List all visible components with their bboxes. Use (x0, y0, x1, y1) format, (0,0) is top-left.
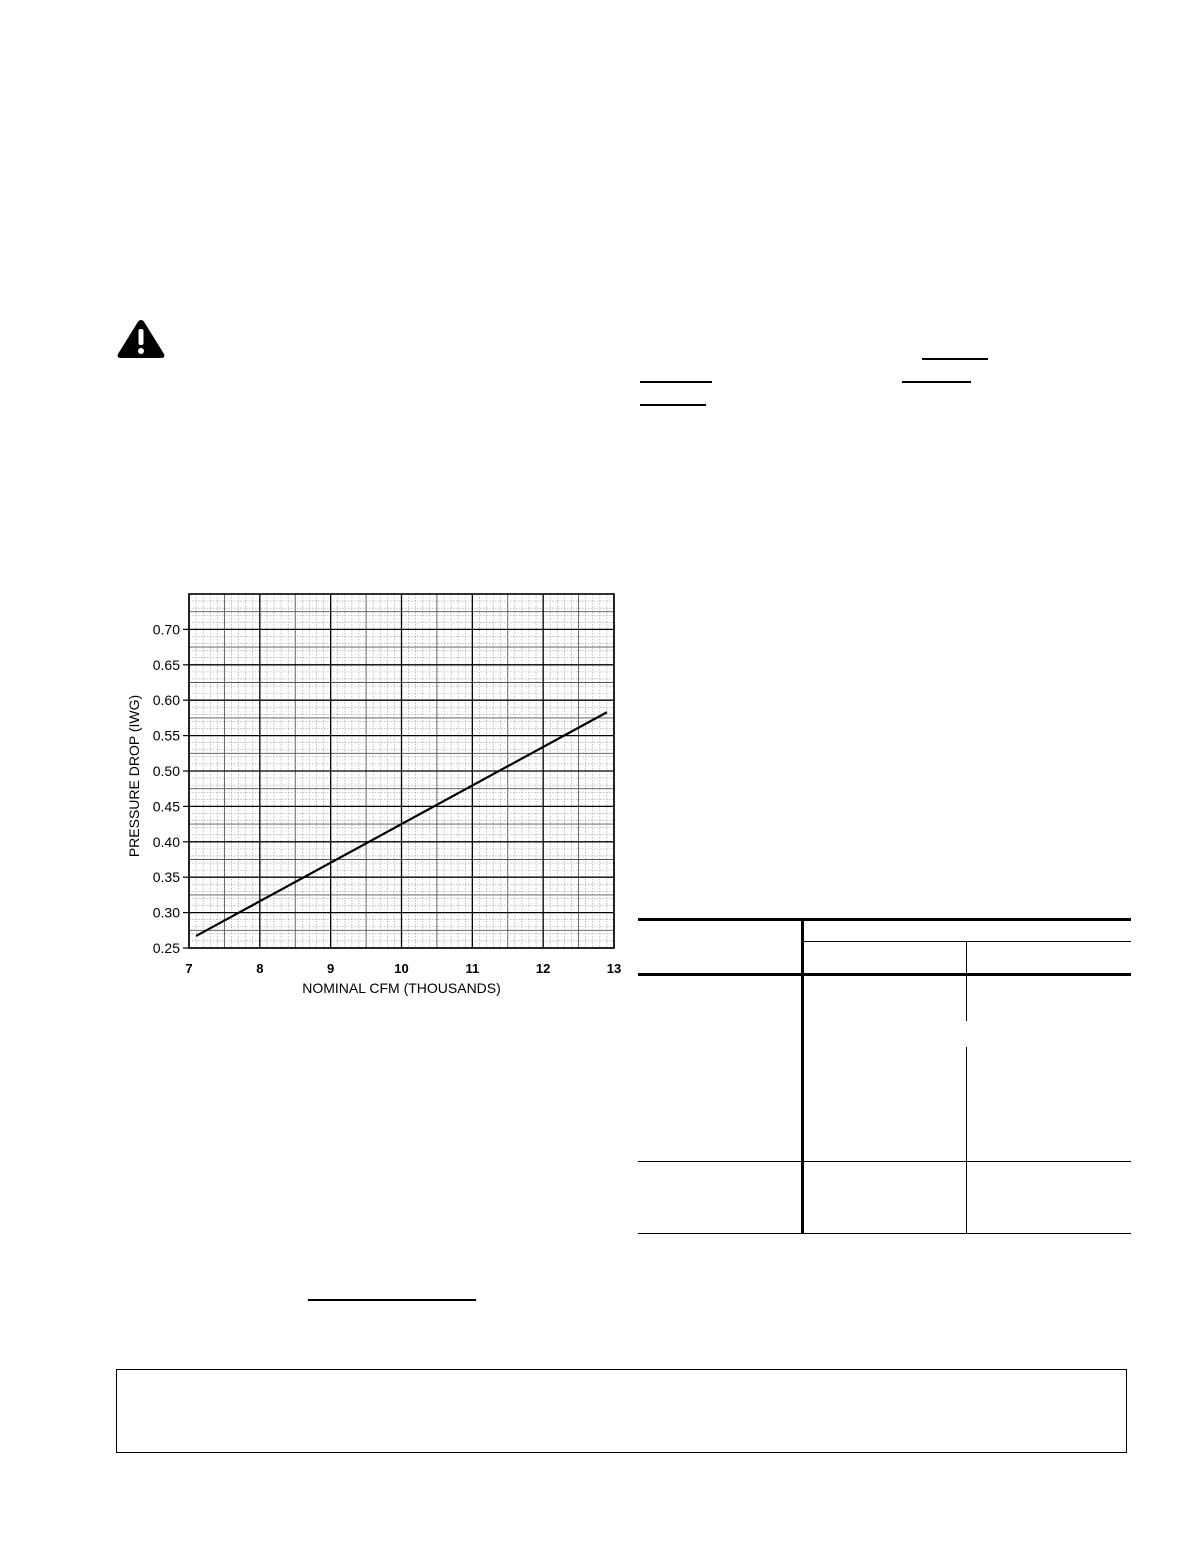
warning-icon (115, 318, 167, 360)
underline-rule (640, 381, 712, 383)
table-rule (638, 918, 1131, 921)
y-tick-label: 0.55 (152, 727, 180, 744)
x-tick-label: 10 (394, 961, 409, 976)
pressure-drop-chart (105, 568, 635, 1018)
y-tick-label: 0.50 (152, 763, 180, 779)
x-tick-label: 7 (185, 961, 193, 976)
table-rule (803, 941, 1131, 942)
y-tick-label: 0.25 (152, 940, 180, 956)
x-tick-label: 11 (465, 961, 480, 976)
x-tick-label: 8 (256, 961, 264, 976)
y-tick-label: 0.70 (152, 621, 180, 638)
y-axis-label: PRESSURE DROP (IWG) (126, 694, 142, 858)
y-tick-label: 0.45 (152, 798, 180, 815)
y-tick-label: 0.35 (152, 869, 180, 886)
table-rule (638, 1233, 1131, 1234)
table-rule (638, 1161, 1131, 1162)
table-rule (638, 973, 1131, 976)
x-axis-label: NOMINAL CFM (THOUSANDS) (302, 980, 501, 996)
y-tick-label: 0.30 (152, 904, 180, 921)
note-box (116, 1369, 1127, 1453)
table-rule (801, 919, 804, 1233)
x-tick-label: 13 (606, 961, 622, 976)
underline-rule (308, 1299, 476, 1301)
y-tick-label: 0.60 (152, 692, 180, 709)
table-rule (966, 1047, 967, 1233)
y-tick-label: 0.65 (152, 656, 180, 673)
y-tick-label: 0.40 (152, 833, 180, 850)
underline-rule (640, 404, 706, 406)
x-tick-label: 9 (327, 961, 335, 976)
underline-rule (902, 381, 971, 383)
x-tick-label: 12 (535, 961, 551, 976)
underline-rule (922, 358, 988, 360)
table-rule (966, 941, 967, 1021)
